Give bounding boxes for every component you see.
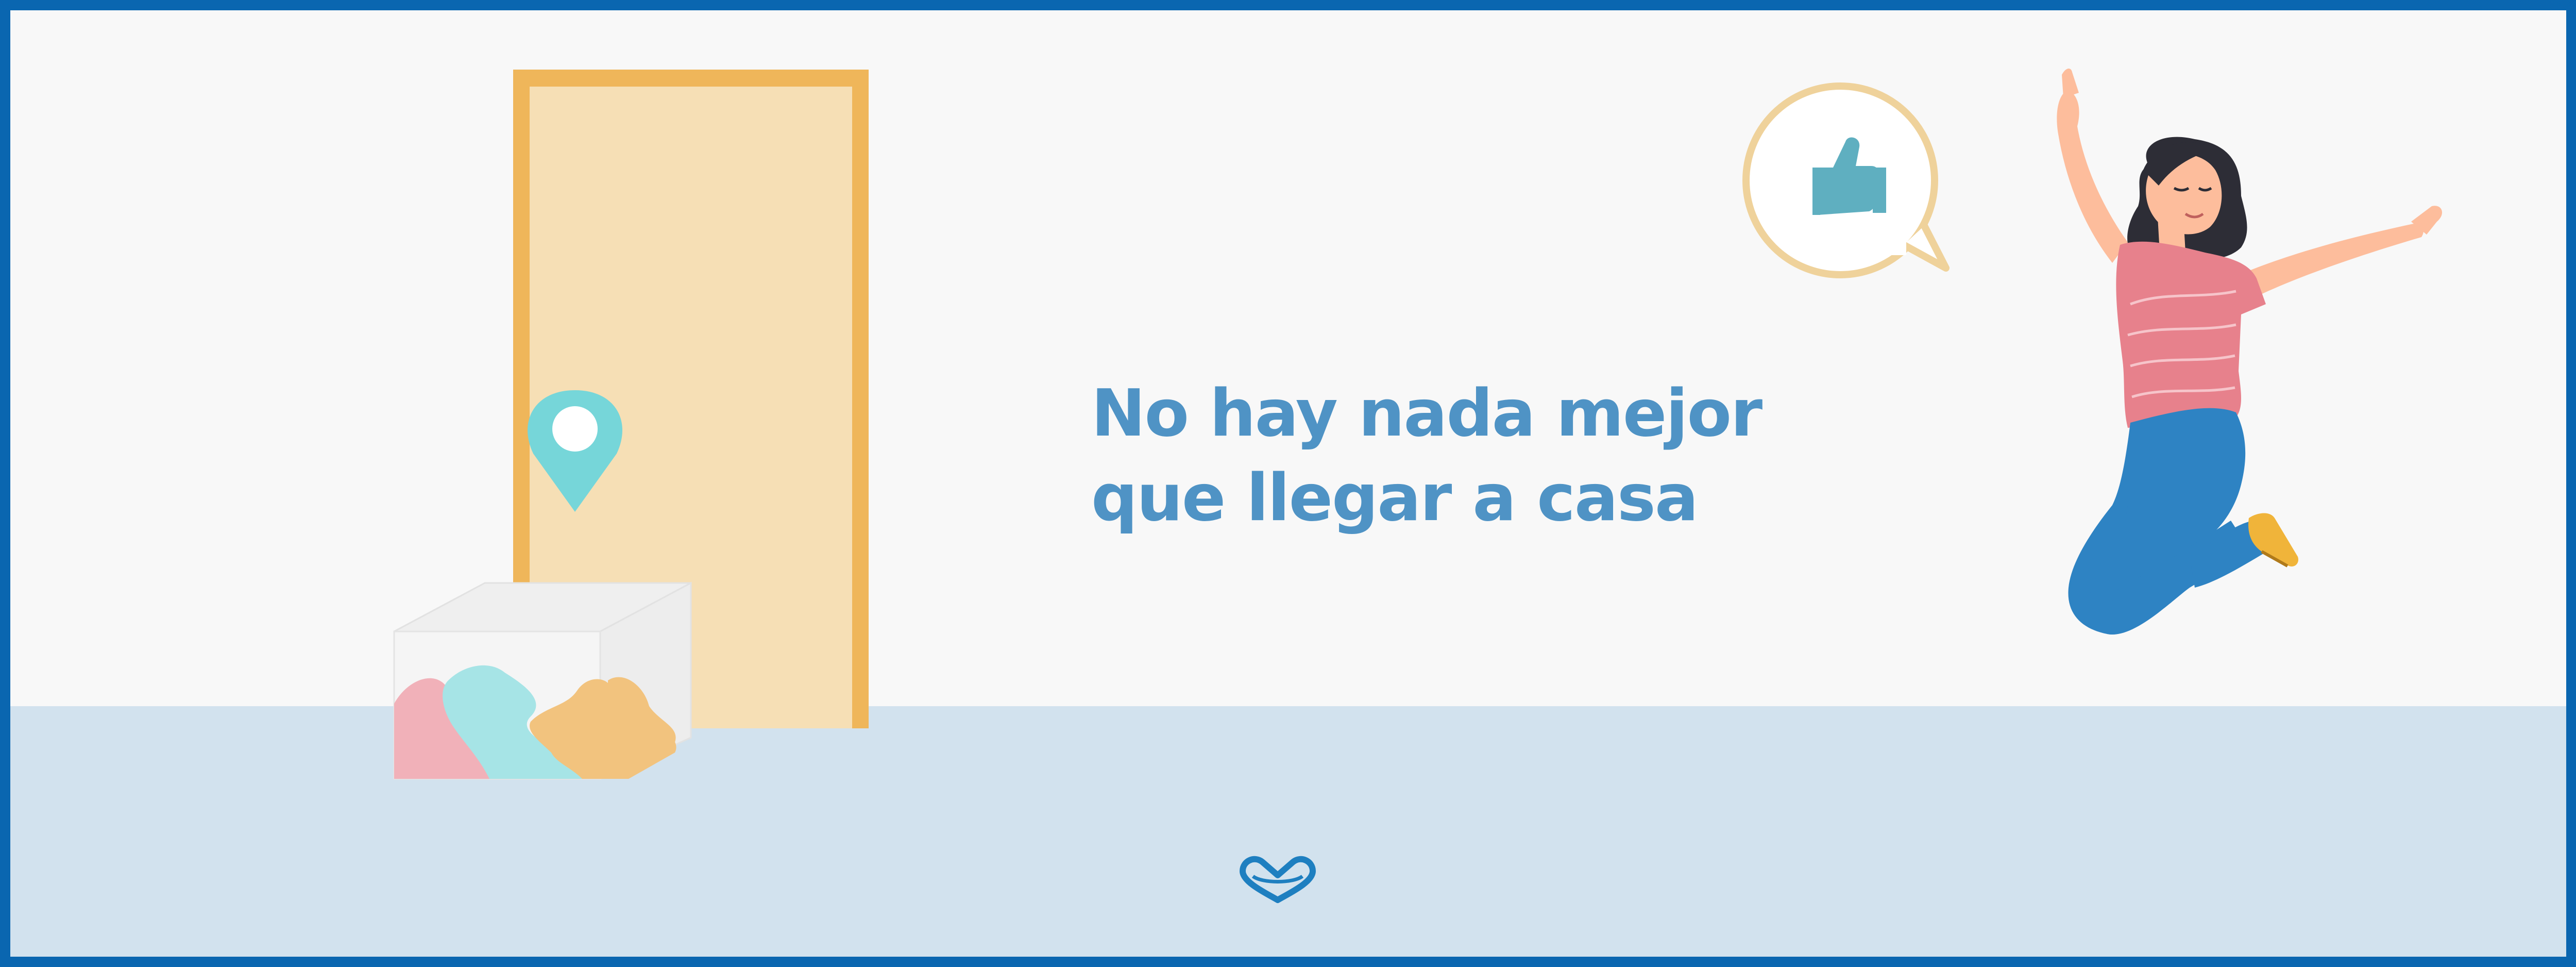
headline-line-2: que llegar a casa [1091,460,1698,536]
headline-line-1: No hay nada mejor [1091,375,1762,451]
heart-logo-icon [1243,859,1313,900]
jumping-woman-illustration [2057,69,2442,635]
headline [1091,371,1812,540]
package-box [394,583,691,779]
